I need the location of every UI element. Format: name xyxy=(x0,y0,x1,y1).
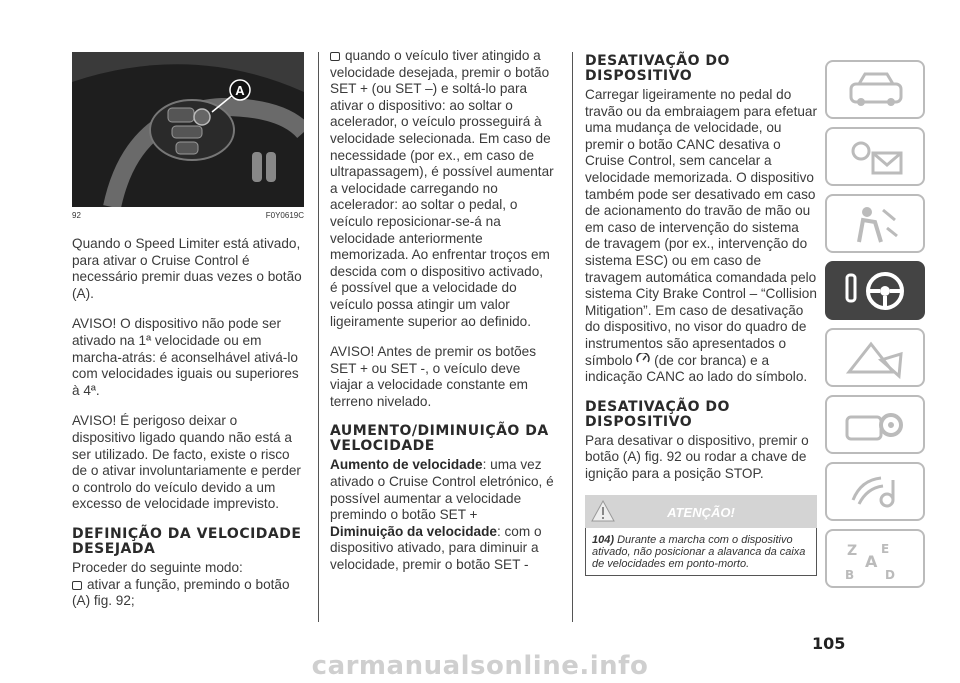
column-divider xyxy=(318,52,319,622)
tab-warning-lights[interactable] xyxy=(825,127,925,186)
term-label: Diminuição da velocidade xyxy=(330,523,497,539)
car-dashboard-icon xyxy=(841,68,911,112)
paragraph: Proceder do seguinte modo: xyxy=(72,559,243,575)
watermark: carmanualsonline.info xyxy=(311,651,649,681)
term-text: : com o dispositivo ativado, para diminuir a velocidade, premir o botão SET - xyxy=(330,523,542,573)
tab-multimedia[interactable] xyxy=(825,462,925,521)
tab-maintenance[interactable] xyxy=(825,395,925,454)
svg-text:Z: Z xyxy=(847,543,858,559)
paragraph xyxy=(330,524,554,574)
tab-emergency[interactable] xyxy=(825,328,925,387)
paragraph xyxy=(330,457,554,523)
checkbox-bullet-icon xyxy=(72,581,82,590)
multimedia-icon xyxy=(841,470,911,514)
paragraph-text: (de cor branca) e a indicação CANC ao lado do símbolo. xyxy=(585,352,808,385)
cruise-control-icon xyxy=(636,353,650,364)
paragraph: Quando o Speed Limiter está ativado, para ativar o Cruise Control é necessário premir duas vezes o botão (A). xyxy=(72,236,302,301)
svg-text:D: D xyxy=(885,568,895,581)
tab-starting-driving[interactable] xyxy=(825,261,925,320)
steering-wheel-figure xyxy=(72,52,304,207)
list-item xyxy=(72,577,304,610)
list-item-text: ativar a função, premindo o botão (A) fig. 92; xyxy=(72,576,290,609)
figure-code: F0Y0619C xyxy=(265,211,304,220)
paragraph: Para desativar o dispositivo, premir o botão (A) fig. 92 ou rodar a chave de ignição para a posição STOP. xyxy=(585,432,809,481)
figure-label-a: A xyxy=(235,83,245,98)
column-2 xyxy=(330,48,554,574)
warning-box xyxy=(585,495,817,576)
warning-number: 104) xyxy=(592,534,615,546)
section-heading: AUMENTO/DIMINUIÇÃO DA VELOCIDADE xyxy=(330,423,549,455)
notice-paragraph: AVISO! Antes de premir os botões SET + ou SET -, o veículo deve viajar a velocidade constante em terreno nivelado. xyxy=(330,344,537,409)
column-divider xyxy=(572,52,573,622)
paragraph-text: Carregar ligeiramente no pedal do travão ou da embraiagem para efetuar uma mudança de velocidade, ou premir o botão CANC desativa o Cruise Control, sem cancelar a velocidade memorizada. O dispositivo também pode ser desativado em caso de acionamento do travão de mão ou em caso de intervenção do sistema de travagem (por ex., intervenção do sistema ESC) ou em caso de travagem automática comandada pelo sistema City Brake Control – “Collision Mitigation”. Em caso de desativação do dispositivo, no visor do quadro de instrumentos são apresentados o símbolo xyxy=(585,87,817,368)
section-heading: DESATIVAÇÃO DO DISPOSITIVO xyxy=(585,398,730,430)
steering-wheel-controls-illustration xyxy=(72,52,304,207)
column-3 xyxy=(585,54,817,496)
warning-header xyxy=(585,495,817,528)
tab-safety[interactable] xyxy=(825,194,925,253)
term-text: : uma vez ativado o Cruise Control eletrónico, é possível aumentar a velocidade premindo o botão SET + xyxy=(330,457,554,523)
section-heading: DESATIVAÇÃO DO DISPOSITIVO xyxy=(585,53,730,84)
emergency-icon xyxy=(841,336,911,380)
checkbox-bullet-icon xyxy=(330,52,340,61)
list-item-text: quando o veículo tiver atingido a velocidade desejada, premir o botão SET + (ou SET –) e soltá-lo para ativar o dispositivo: ao soltar o acelerador, o veículo prosseguirá à velocidade selecionada. Em caso de necessidade (por ex., em caso de ultrapassagem), é possível aumentar a velocidade carregando no acelerador: ao soltar o pedal, o veículo reposicionar-se-á na velocidade anteriormente memorizada. Ao enfrentar troços em descida com o dispositivo activado, é possível que a velocidade do veículo possa atingir um valor ligeiramente superior ao definido. xyxy=(330,48,554,329)
tab-index[interactable] xyxy=(825,529,925,588)
steering-wheel-key-icon xyxy=(841,269,911,313)
figure-number: 92 xyxy=(72,211,81,220)
page-number: 105 xyxy=(812,634,846,653)
notice-paragraph: AVISO! É perigoso deixar o dispositivo ligado quando não está a ser utilizado. De facto, existe o risco de o ativar involuntariamente e perder o controlo do veículo devido a um excesso de velocidade imprevisto. xyxy=(72,413,301,512)
warning-title: ATENÇÃO! xyxy=(667,505,735,520)
term-label: Aumento de velocidade xyxy=(330,457,483,473)
paragraph xyxy=(585,87,817,386)
chapter-sidebar xyxy=(825,60,960,596)
warning-body xyxy=(585,528,817,576)
maintenance-icon xyxy=(841,403,911,447)
safety-seat-icon xyxy=(841,202,911,246)
index-icon xyxy=(841,537,911,581)
section-heading: DEFINIÇÃO DA VELOCIDADE DESEJADA xyxy=(72,525,302,557)
warning-text: Durante a marcha com o dispositivo ativado, não posicionar a alavanca da caixa de velocidades em ponto-morto. xyxy=(592,534,806,570)
svg-text:B: B xyxy=(845,568,855,581)
figure-caption xyxy=(72,211,304,220)
list-item xyxy=(330,48,554,330)
column-1 xyxy=(72,236,304,610)
svg-text:E: E xyxy=(881,542,890,556)
warning-lights-icon xyxy=(841,135,911,179)
tab-dashboard[interactable] xyxy=(825,60,925,119)
notice-paragraph: AVISO! O dispositivo não pode ser ativado na 1ª velocidade ou em marcha-atrás: é aconselhável ativá-lo com velocidades iguais ou superiores à 4ª. xyxy=(72,316,299,398)
svg-text:A: A xyxy=(865,552,878,571)
